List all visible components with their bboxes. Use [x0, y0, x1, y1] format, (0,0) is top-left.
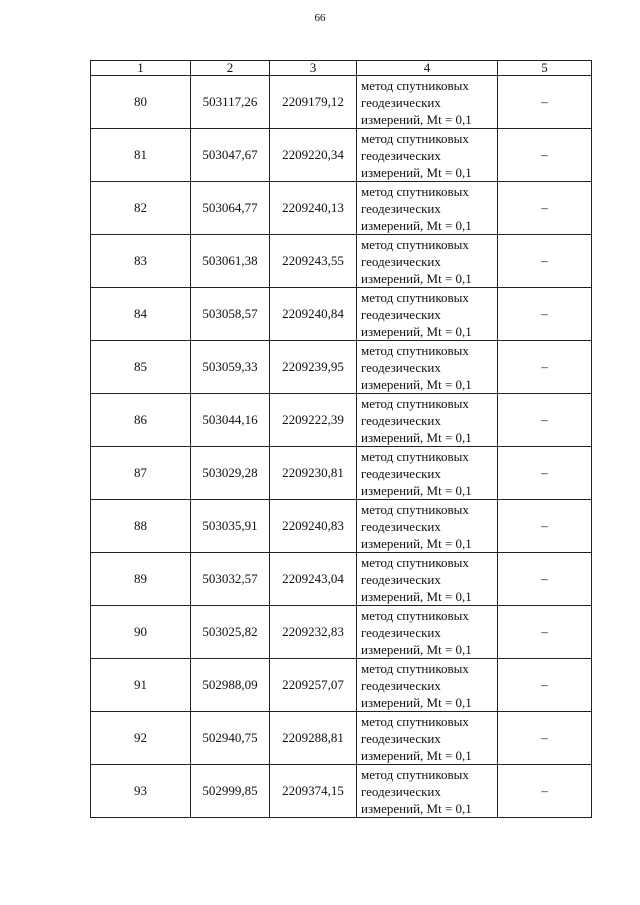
y-coordinate-cell: 2209374,15: [270, 765, 357, 818]
method-text-line: измерений, Mt = 0,1: [361, 111, 472, 127]
method-text-line: метод спутниковых: [361, 766, 469, 782]
point-number-cell: 92: [91, 712, 191, 765]
method-cell: [357, 394, 498, 447]
point-number-cell: 82: [91, 182, 191, 235]
point-number-cell: 86: [91, 394, 191, 447]
y-coordinate-cell: 2209257,07: [270, 659, 357, 712]
x-coordinate-cell: 503059,33: [191, 341, 270, 394]
column-header: 3: [270, 61, 357, 76]
note-cell: –: [498, 447, 592, 500]
page-number: 66: [314, 12, 326, 24]
method-text-line: измерений, Mt = 0,1: [361, 429, 472, 445]
point-number-cell: 84: [91, 288, 191, 341]
method-text-line: измерений, Mt = 0,1: [361, 164, 472, 180]
table-row: [91, 765, 592, 818]
note-cell: –: [498, 765, 592, 818]
x-coordinate-cell: 502988,09: [191, 659, 270, 712]
point-number-cell: 88: [91, 500, 191, 553]
method-cell: [357, 288, 498, 341]
note-cell: –: [498, 129, 592, 182]
point-number-cell: 81: [91, 129, 191, 182]
column-header: 5: [498, 61, 592, 76]
method-text-line: метод спутниковых: [361, 660, 469, 676]
method-text-line: измерений, Mt = 0,1: [361, 376, 472, 392]
y-coordinate-cell: 2209240,83: [270, 500, 357, 553]
column-header: 1: [91, 61, 191, 76]
y-coordinate-cell: 2209230,81: [270, 447, 357, 500]
y-coordinate-cell: 2209240,84: [270, 288, 357, 341]
x-coordinate-cell: 502940,75: [191, 712, 270, 765]
table-row: [91, 659, 592, 712]
point-number-cell: 83: [91, 235, 191, 288]
method-text-line: измерений, Mt = 0,1: [361, 323, 472, 339]
note-cell: –: [498, 182, 592, 235]
note-cell: –: [498, 76, 592, 129]
note-cell: –: [498, 712, 592, 765]
method-cell: [357, 553, 498, 606]
note-cell: –: [498, 235, 592, 288]
method-text-line: измерений, Mt = 0,1: [361, 800, 472, 816]
method-cell: [357, 76, 498, 129]
method-text-line: геодезических: [361, 783, 441, 799]
method-text-line: геодезических: [361, 412, 441, 428]
note-cell: –: [498, 500, 592, 553]
x-coordinate-cell: 503047,67: [191, 129, 270, 182]
table-row: [91, 553, 592, 606]
method-cell: [357, 129, 498, 182]
x-coordinate-cell: 503058,57: [191, 288, 270, 341]
method-text-line: измерений, Mt = 0,1: [361, 535, 472, 551]
method-text-line: измерений, Mt = 0,1: [361, 641, 472, 657]
table-row: [91, 447, 592, 500]
y-coordinate-cell: 2209288,81: [270, 712, 357, 765]
note-cell: –: [498, 341, 592, 394]
method-text-line: геодезических: [361, 624, 441, 640]
column-header: 2: [191, 61, 270, 76]
note-cell: –: [498, 553, 592, 606]
column-header: 4: [357, 61, 498, 76]
table-row: [91, 341, 592, 394]
table-row: [91, 288, 592, 341]
note-cell: –: [498, 288, 592, 341]
y-coordinate-cell: 2209220,34: [270, 129, 357, 182]
method-text-line: измерений, Mt = 0,1: [361, 694, 472, 710]
method-text-line: геодезических: [361, 518, 441, 534]
method-text-line: метод спутниковых: [361, 183, 469, 199]
point-number-cell: 89: [91, 553, 191, 606]
table-row: [91, 129, 592, 182]
method-text-line: геодезических: [361, 253, 441, 269]
table-row: [91, 500, 592, 553]
y-coordinate-cell: 2209243,55: [270, 235, 357, 288]
method-text-line: геодезических: [361, 94, 441, 110]
method-text-line: геодезических: [361, 359, 441, 375]
method-text-line: метод спутниковых: [361, 289, 469, 305]
method-text-line: метод спутниковых: [361, 77, 469, 93]
point-number-cell: 90: [91, 606, 191, 659]
x-coordinate-cell: 503117,26: [191, 76, 270, 129]
x-coordinate-cell: 503061,38: [191, 235, 270, 288]
method-cell: [357, 659, 498, 712]
method-text-line: геодезических: [361, 200, 441, 216]
method-cell: [357, 765, 498, 818]
method-text-line: измерений, Mt = 0,1: [361, 270, 472, 286]
method-text-line: метод спутниковых: [361, 395, 469, 411]
y-coordinate-cell: 2209243,04: [270, 553, 357, 606]
method-text-line: измерений, Mt = 0,1: [361, 482, 472, 498]
x-coordinate-cell: 503029,28: [191, 447, 270, 500]
method-text-line: измерений, Mt = 0,1: [361, 217, 472, 233]
method-text-line: измерений, Mt = 0,1: [361, 588, 472, 604]
method-text-line: геодезических: [361, 677, 441, 693]
method-text-line: геодезических: [361, 306, 441, 322]
x-coordinate-cell: 503025,82: [191, 606, 270, 659]
method-text-line: метод спутниковых: [361, 607, 469, 623]
y-coordinate-cell: 2209222,39: [270, 394, 357, 447]
method-text-line: метод спутниковых: [361, 554, 469, 570]
table-row: [91, 606, 592, 659]
point-number-cell: 91: [91, 659, 191, 712]
method-text-line: метод спутниковых: [361, 130, 469, 146]
method-cell: [357, 606, 498, 659]
note-cell: –: [498, 606, 592, 659]
table-row: [91, 235, 592, 288]
method-text-line: метод спутниковых: [361, 501, 469, 517]
y-coordinate-cell: 2209179,12: [270, 76, 357, 129]
method-text-line: метод спутниковых: [361, 448, 469, 464]
table-header-row: [91, 61, 592, 76]
x-coordinate-cell: 503044,16: [191, 394, 270, 447]
table-row: [91, 76, 592, 129]
method-cell: [357, 712, 498, 765]
x-coordinate-cell: 502999,85: [191, 765, 270, 818]
y-coordinate-cell: 2209240,13: [270, 182, 357, 235]
method-text-line: геодезических: [361, 571, 441, 587]
method-text-line: измерений, Mt = 0,1: [361, 747, 472, 763]
method-cell: [357, 235, 498, 288]
x-coordinate-cell: 503035,91: [191, 500, 270, 553]
method-text-line: геодезических: [361, 465, 441, 481]
point-number-cell: 93: [91, 765, 191, 818]
table-row: [91, 182, 592, 235]
y-coordinate-cell: 2209239,95: [270, 341, 357, 394]
note-cell: –: [498, 659, 592, 712]
table-row: [91, 712, 592, 765]
method-cell: [357, 500, 498, 553]
note-cell: –: [498, 394, 592, 447]
method-text-line: геодезических: [361, 730, 441, 746]
point-number-cell: 85: [91, 341, 191, 394]
method-cell: [357, 447, 498, 500]
x-coordinate-cell: 503032,57: [191, 553, 270, 606]
method-cell: [357, 341, 498, 394]
x-coordinate-cell: 503064,77: [191, 182, 270, 235]
method-text-line: метод спутниковых: [361, 236, 469, 252]
point-number-cell: 80: [91, 76, 191, 129]
point-number-cell: 87: [91, 447, 191, 500]
method-text-line: геодезических: [361, 147, 441, 163]
method-text-line: метод спутниковых: [361, 342, 469, 358]
method-cell: [357, 182, 498, 235]
table-row: [91, 394, 592, 447]
coordinates-table: [90, 60, 592, 818]
method-text-line: метод спутниковых: [361, 713, 469, 729]
y-coordinate-cell: 2209232,83: [270, 606, 357, 659]
